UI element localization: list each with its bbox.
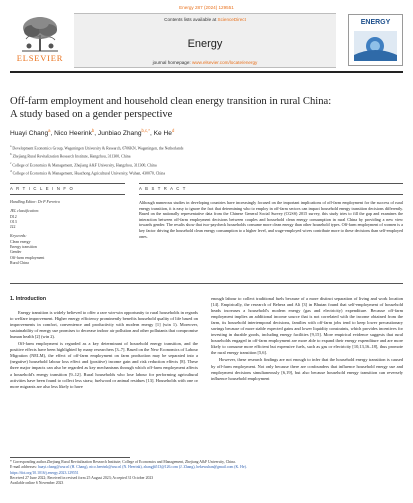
keyword[interactable]: Off-farm employment <box>10 255 45 260</box>
body-paragraph: enough labour to collect traditional fuels because of a more distinct separation of living and work location [14]. Empirically, the research of Behera and Ali [3] in Bhutan found that self-employment of household heads increases a household's modern energy (gas and electricity) expenditure. Because off-farm employment implies an additional income source that is not correlated with the income obtained from the farm, its household intertemporal decisions, families with off-farm jobs tend to keep lower precautionary savings because of more stable expected gains and lower liquidity constraints, which provides incentives for investing in durable goods, including energy facilities [9,15]. More empirical evidence suggests that rural households engaged in off-farm employment are more able to expand their energy expenditure and are more likely to consume more efficient but expensive fuels, such as gas or electricity [10,13,16–18], thus promote the rural energy transition [5,6]. <box>211 296 403 356</box>
email-prefix: E-mail addresses: <box>10 465 38 470</box>
affiliation-item: $^c$ College of Economics & Management, Zhejiang A&F University, Hangzhou, 311300, China <box>10 160 157 168</box>
journal-reference[interactable]: Energy 287 (2024) 129551 <box>179 5 234 10</box>
introduction-heading: 1. Introduction <box>10 296 47 302</box>
journal-homepage-link[interactable]: www.elsevier.com/locate/energy <box>191 60 258 65</box>
sciencedirect-link[interactable]: ScienceDirect <box>217 17 246 22</box>
keyword[interactable]: Gender <box>10 250 22 255</box>
keyword[interactable]: Clean energy <box>10 239 31 244</box>
elsevier-logo[interactable] <box>10 15 70 63</box>
affiliations <box>10 143 403 177</box>
journal-banner <box>74 13 336 68</box>
author-affiliation-mark[interactable]: b,c,* <box>141 128 150 133</box>
journal-cover-thumbnail[interactable] <box>348 14 403 66</box>
journal-title: Energy <box>187 38 223 50</box>
keywords-label: Keywords: <box>10 234 27 239</box>
jel-label: JEL classification: <box>10 209 40 214</box>
abstract-bottom-rule <box>139 194 403 195</box>
keyword[interactable]: Energy transition <box>10 245 37 250</box>
elsevier-tree-icon <box>18 15 62 52</box>
keyword[interactable]: Rural China <box>10 260 29 265</box>
jel-code: J22 <box>10 225 16 230</box>
body-paragraph: However, these research findings are not enough to infer that the household energy transition is caused by off-farm employment. Not only because there are confounders that influence household energy use and employment decisions simultaneously [6,19], but also because household energy transition can reversely influence household employment <box>211 357 403 381</box>
author-affiliation-mark[interactable]: b <box>91 128 95 133</box>
masthead-divider <box>10 71 403 73</box>
author-name[interactable]: Ke He <box>153 130 172 138</box>
body-column-left <box>10 296 198 391</box>
info-top-rule <box>10 183 125 184</box>
affiliation-item: $^a$ Development Economics Group, Wageningen University & Research, 6706KN, Wageningen, the Netherlands <box>10 144 184 151</box>
contents-prefix: Contents lists available at <box>164 17 218 22</box>
footnote-divider <box>10 457 130 458</box>
author-name[interactable]: Nico Heerink <box>54 130 92 138</box>
cover-title: ENERGY <box>360 19 391 26</box>
author-affiliation-mark[interactable]: a <box>48 128 51 133</box>
body-column-right <box>211 296 403 383</box>
body-divider <box>10 283 403 284</box>
abstract-label: A B S T R A C T <box>139 186 187 191</box>
masthead <box>10 13 403 68</box>
homepage-line <box>74 60 336 65</box>
homepage-prefix: journal homepage: <box>152 60 192 65</box>
jel-code: D12 <box>10 214 17 219</box>
body-paragraph: Off-farm employment is regarded as a key determinant of household energy transition, and the positive effects have been highlighted by many researchers [3–7]. Based on the New Economics of Labour Migration (NELM), the effect of off-farm employment on farm production may be separated into a (negative) household labour loss effect and (positive) income gain and risk reduction effects [8]. These three major impacts can also be regarded as key mechanisms through which off-farm employment affects a household's energy transition [9–12]. Rural households who lose labour for performing agricultural activities have been found to collect less straw, fuelwood or animal residues [13]. Households with one or more migrants are also less likely to have <box>10 341 198 389</box>
cover-art-icon <box>354 31 397 61</box>
contents-line <box>74 17 336 22</box>
handling-editor: Handling Editor: Dr P Ferreira <box>10 200 60 204</box>
jel-code: O13 <box>10 219 17 224</box>
article-info <box>10 200 120 266</box>
footnotes <box>10 460 403 486</box>
article-title <box>10 95 403 121</box>
body-paragraph: Energy transition is widely believed to offer a rare win-win opportunity to rural households in regards to welfare improvement. Higher energy efficiency prominently benefits household quality of life based on improvements in comfort, convenience and productivity with modern energy [1] (win 1). Moreover, sustainability of energy use promises to decrease indoor air pollution and other pollutants that compromise human health [2] (win 2). <box>10 310 198 340</box>
author-name[interactable]: Huayi Chang <box>10 130 49 138</box>
author-affiliation-mark[interactable]: d <box>171 128 175 133</box>
author-name[interactable]: Junbiao Zhang <box>97 130 142 138</box>
affiliation-item: $^d$ College of Economics & Management, Huazhong Agricultural University, Wuhan, 430070, China <box>10 169 166 176</box>
affiliation-item: $^b$ Zhejiang Rural Revitalization Research Institute, Hangzhou, 311300, China <box>10 152 131 159</box>
abstract-top-rule <box>139 183 403 184</box>
abstract-text: Although numerous studies in developing countries have increasingly focused on the important implications of off-farm employment for the success of rural energy transition, it is easy to ignore the fact that determining who to employ in off-farm sectors can impact household energy transition decisions differently. Based on the nationally representative data from the Chinese General Social Survey (CGSS) 2015 survey, this study tries to fill the gap and examines the interaction between off-farm employment decisions between couples and household clean energy consumption in rural China by providing a new view towards gender. The results show that two-paycheck households consume more clean energy than other household types. Off-farm employment of women is a key factor driving the household clean energy consumption to a higher level, and wage-employed wives contribute more to these decisions than self-employed ones. <box>139 200 403 239</box>
info-bottom-rule <box>10 194 125 195</box>
email-links[interactable]: huayi.chang@wur.nl (H. Chang), nico.heerink@wur.nl (N. Heerink), zhangjb513@126.com (J. Zhang), hekewuhan@gmail.com (K. He). <box>37 465 247 470</box>
publisher-name: ELSEVIER <box>16 53 64 63</box>
article-info-label: A R T I C L E I N F O <box>10 186 74 191</box>
available-online-date: Available online 6 November 2023 <box>10 481 64 486</box>
title-line-2: A study based on a gender perspective <box>10 109 173 120</box>
received-dates: Received 27 June 2022; Received in revised form 25 August 2023; Accepted 31 October 2023 <box>10 475 154 480</box>
author-list: Huayi Chang$^a$, Nico Heerink$^b$, Junbiao Zhang$^{b,c,*}$, Ke He$^d$ <box>10 128 175 138</box>
corresponding-author-note: * Corresponding author.Zhejiang Rural Revitalization Research Institute; College of Economics and Management, Zhejiang A&F University, China. <box>10 460 236 464</box>
doi-link[interactable]: https://doi.org/10.1016/j.energy.2023.129551 <box>10 470 79 475</box>
title-line-1: Off-farm employment and household clean energy transition in rural China: <box>10 96 332 107</box>
